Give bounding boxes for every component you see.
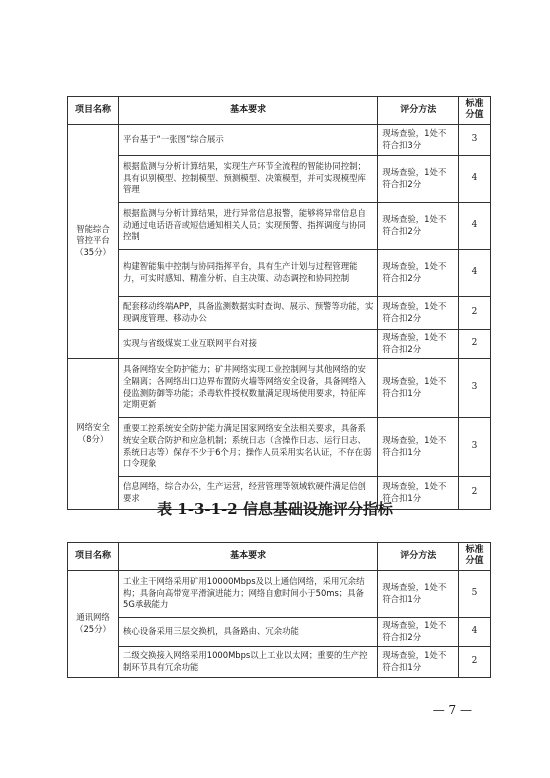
table-row — [68, 249, 491, 296]
requirement-cell: 根据监测与分析计算结果，进行异常信息报警，能够将异常信息自动通过电话语音或短信通知相关人员；实现预警、指挥调度与协同控制 — [119, 202, 378, 249]
header-standard-score: 标准 分值 — [459, 97, 491, 125]
header-requirements: 基本要求 — [119, 97, 378, 125]
table-row — [68, 417, 491, 476]
requirement-cell: 平台基于“一张图”综合展示 — [119, 124, 378, 155]
score-cell: 2 — [459, 476, 491, 509]
method-cell: 现场查验，1处不符合扣2分 — [378, 249, 459, 296]
table-row — [68, 329, 491, 358]
header-scoring-method: 评分方法 — [378, 543, 459, 571]
requirement-cell: 实现与省级煤炭工业互联网平台对接 — [119, 329, 378, 358]
header-item-name: 项目名称 — [68, 543, 119, 571]
table-row — [68, 570, 491, 617]
header-item-name: 项目名称 — [68, 97, 119, 125]
table-row — [68, 617, 491, 646]
method-cell: 现场查验，1处不符合扣2分 — [378, 617, 459, 646]
table-row — [68, 202, 491, 249]
score-cell: 2 — [459, 329, 491, 358]
scoring-table-1 — [67, 96, 491, 510]
method-cell: 现场查验，1处不符合扣2分 — [378, 329, 459, 358]
requirement-cell: 重要工控系统安全防护能力满足国家网络安全法相关要求，具备系统安全联合防护和应急机制；系统日志（含操作日志、运行日志、系统日志等）保存不少于6个月；操作人员采用实名认证，不存在弱口令现象 — [119, 417, 378, 476]
score-cell: 2 — [459, 646, 491, 677]
score-cell: 5 — [459, 570, 491, 617]
method-cell: 现场查验，1处不符合扣2分 — [378, 202, 459, 249]
method-cell: 现场查验，1处不符合扣1分 — [378, 570, 459, 617]
table-header-row — [68, 97, 491, 125]
table-header-row — [68, 543, 491, 571]
method-cell: 现场查验，1处不符合扣1分 — [378, 417, 459, 476]
method-cell: 现场查验，1处不符合扣3分 — [378, 124, 459, 155]
scoring-table-2 — [67, 542, 491, 678]
requirement-cell: 核心设备采用三层交换机，具备路由、冗余功能 — [119, 617, 378, 646]
score-cell: 4 — [459, 249, 491, 296]
requirement-cell: 具备网络安全防护能力；矿井网络实现工业控制网与其他网络的安全隔离；各网络出口边界布置防火墙等网络安全设备，具备网络入侵监测防御等功能；杀毒软件授权数量满足现场使用要求，特征库定期更新 — [119, 358, 378, 417]
method-cell: 现场查验，1处不符合扣1分 — [378, 358, 459, 417]
method-cell: 现场查验，1处不符合扣2分 — [378, 155, 459, 202]
requirement-cell: 工业主干网络采用矿用10000Mbps及以上通信网络，采用冗余结构；具备向高带宽平滑演进能力；网络自愈时间小于50ms；具备5G承载能力 — [119, 570, 378, 617]
method-cell: 现场查验，1处不符合扣1分 — [378, 646, 459, 677]
group-name-platform: 智能综合 管控平台 （35分） — [68, 124, 119, 358]
score-cell: 3 — [459, 417, 491, 476]
group-name-comm-network: 通讯网络 （25分） — [68, 570, 119, 677]
score-cell: 4 — [459, 617, 491, 646]
header-standard-score: 标准 分值 — [459, 543, 491, 571]
score-cell: 4 — [459, 202, 491, 249]
header-scoring-method: 评分方法 — [378, 97, 459, 125]
score-cell: 3 — [459, 124, 491, 155]
page-number: — 7 — — [432, 703, 472, 717]
table-caption: 表 1-3-1-2 信息基础设施评分指标 — [157, 500, 393, 518]
requirement-cell: 配套移动终端APP，具备监测数据实时查询、展示、预警等功能，实现调度管理、移动办公 — [119, 296, 378, 329]
requirement-cell: 根据监测与分析计算结果，实现生产环节全流程的智能协同控制；具有识别模型、控制模型、预测模型、决策模型，并可实现模型库管理 — [119, 155, 378, 202]
table-row — [68, 358, 491, 417]
method-cell: 现场查验，1处不符合扣1分 — [378, 476, 459, 509]
requirement-cell: 信息网络，综合办公，生产运营，经营管理等领域软硬件满足信创要求 — [119, 476, 378, 509]
score-cell: 2 — [459, 296, 491, 329]
score-cell: 3 — [459, 358, 491, 417]
requirement-cell: 二级交换接入网络采用1000Mbps以上工业以太网；重要的生产控制环节具有冗余功能 — [119, 646, 378, 677]
table-row — [68, 646, 491, 677]
score-cell: 4 — [459, 155, 491, 202]
header-requirements: 基本要求 — [119, 543, 378, 571]
group-name-network-security: 网络安全 （8分） — [68, 358, 119, 509]
table-row — [68, 296, 491, 329]
table-row — [68, 124, 491, 155]
table-row — [68, 155, 491, 202]
requirement-cell: 构建智能集中控制与协同指挥平台，具有生产计划与过程管理能力，可实时感知、精准分析、自主决策、动态调控和协同控制 — [119, 249, 378, 296]
method-cell: 现场查验，1处不符合扣2分 — [378, 296, 459, 329]
